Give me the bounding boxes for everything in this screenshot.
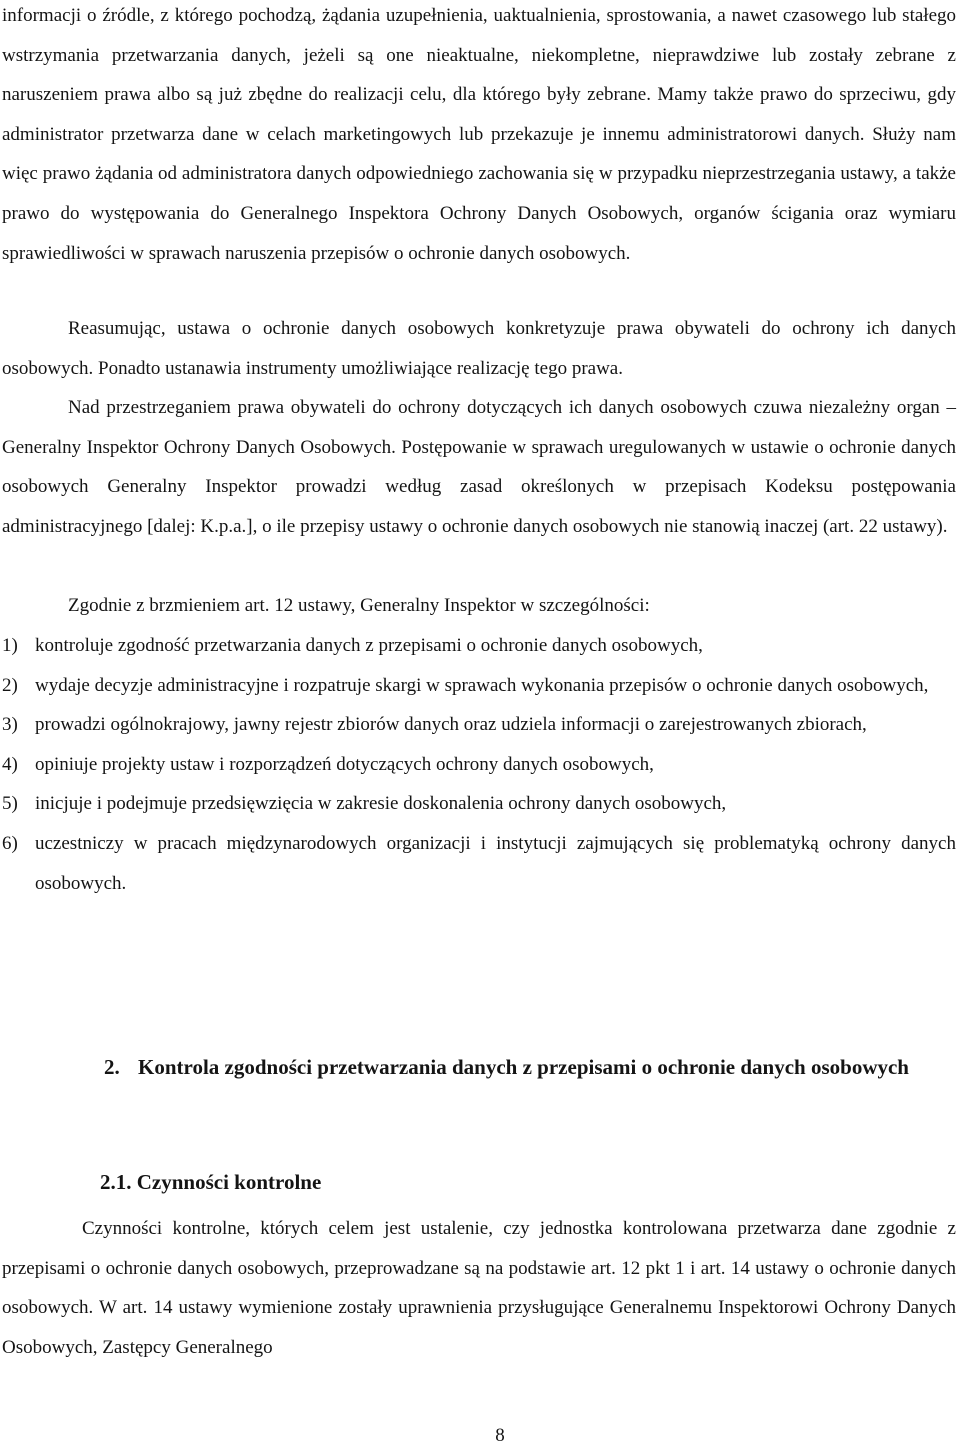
list-item-number: 3): [2, 714, 18, 736]
list-item: [0, 784, 956, 824]
list-item-text: uczestniczy w pracach międzynarodowych organizacji i instytucji zajmujących się problematyką ochrony danych osobowych.: [35, 832, 956, 894]
list-item-number: 5): [2, 793, 18, 815]
list-item: [0, 745, 956, 785]
list-item: [0, 705, 956, 745]
list-item-number: 4): [2, 753, 18, 775]
list-item-text: inicjuje i podejmuje przedsięwzięcia w zakresie doskonalenia ochrony danych osobowych,: [35, 793, 727, 815]
list-item-number: 1): [2, 635, 18, 656]
paragraph-inspector-oversight: Nad przestrzeganiem prawa obywateli do ochrony dotyczących ich danych osobowych czuwa niezależny organ – Generalny Inspektor Ochrony Danych Osobowych. Postępowanie w sprawach uregulowanych w ustawie o ochronie danych osobowych Generalny Inspektor prowadzi według zasad określonych w przepisach Kodeksu postępowania administracyjnego [dalej: K.p.a.], o ile przepisy ustawy o ochronie danych osobowych nie stanowią inaczej (art. 22 ustawy).: [2, 397, 956, 537]
inspector-duties-list: [0, 626, 956, 903]
list-item: [0, 666, 956, 706]
paragraph-summary: Reasumując, ustawa o ochronie danych osobowych konkretyzuje prawa obywateli do ochrony ich danych osobowych. Ponadto ustanawia instrumenty umożliwiające realizację tego prawa.: [2, 318, 956, 379]
list-item-text: opiniuje projekty ustaw i rozporządzeń dotyczących ochrony danych osobowych,: [35, 753, 654, 775]
list-item-number: 6): [2, 832, 18, 854]
subsection-heading: 2.1. Czynności kontrolne: [100, 1170, 322, 1194]
paragraph-art-12-intro: Zgodnie z brzmieniem art. 12 ustawy, Generalny Inspektor w szczególności:: [68, 595, 650, 616]
paragraph-data-subject-rights: informacji o źródle, z którego pochodzą, żądania uzupełnienia, uaktualnienia, sprostowania, a nawet czasowego lub stałego wstrzymania przetwarzania danych, jeżeli są one nieaktualne, niekompletne, nieprawdziwe lub zostały zebrane z naruszeniem prawa albo są już zbędne do realizacji celu, dla którego były zebrane. Mamy także prawo do sprzeciwu, gdy administrator przetwarza dane w celach marketingowych lub przekazuje je innemu administratorowi danych. Służy nam więc prawo żądania od administratora danych odpowiedniego zachowania się w przypadku nieprzestrzegania ustawy, a także prawo do występowania do Generalnego Inspektora Ochrony Danych Osobowych, organów ścigania oraz wymiaru sprawiedliwości w sprawach naruszenia przepisów o ochronie danych osobowych.: [2, 5, 956, 264]
list-item-number: 2): [2, 674, 18, 696]
section-title: Kontrola zgodności przetwarzania danych z przepisami o ochronie danych osobowych: [138, 1055, 909, 1079]
list-item-text: prowadzi ogólnokrajowy, jawny rejestr zbiorów danych oraz udziela informacji o zarejestrowanych zbiorach,: [35, 714, 867, 736]
list-item: [0, 626, 956, 666]
paragraph-control-activities: Czynności kontrolne, których celem jest ustalenie, czy jednostka kontrolowana przetwarza dane zgodnie z przepisami o ochronie danych osobowych, przeprowadzane są na podstawie art. 12 pkt 1 i art. 14 ustawy o ochronie danych osobowych. W art. 14 ustawy wymienione zostały uprawnienia przysługujące Generalnemu Inspektorowi Ochrony Danych Osobowych, Zastępcy Generalnego: [2, 1218, 956, 1358]
section-heading: [104, 1046, 956, 1088]
section-number: 2.: [104, 1055, 120, 1079]
list-item-text: kontroluje zgodność przetwarzania danych z przepisami o ochronie danych osobowych,: [35, 635, 703, 656]
page-number: 8: [495, 1425, 505, 1446]
list-item: [0, 824, 956, 903]
list-item-text: wydaje decyzje administracyjne i rozpatruje skargi w sprawach wykonania przepisów o ochronie danych osobowych,: [35, 674, 929, 696]
